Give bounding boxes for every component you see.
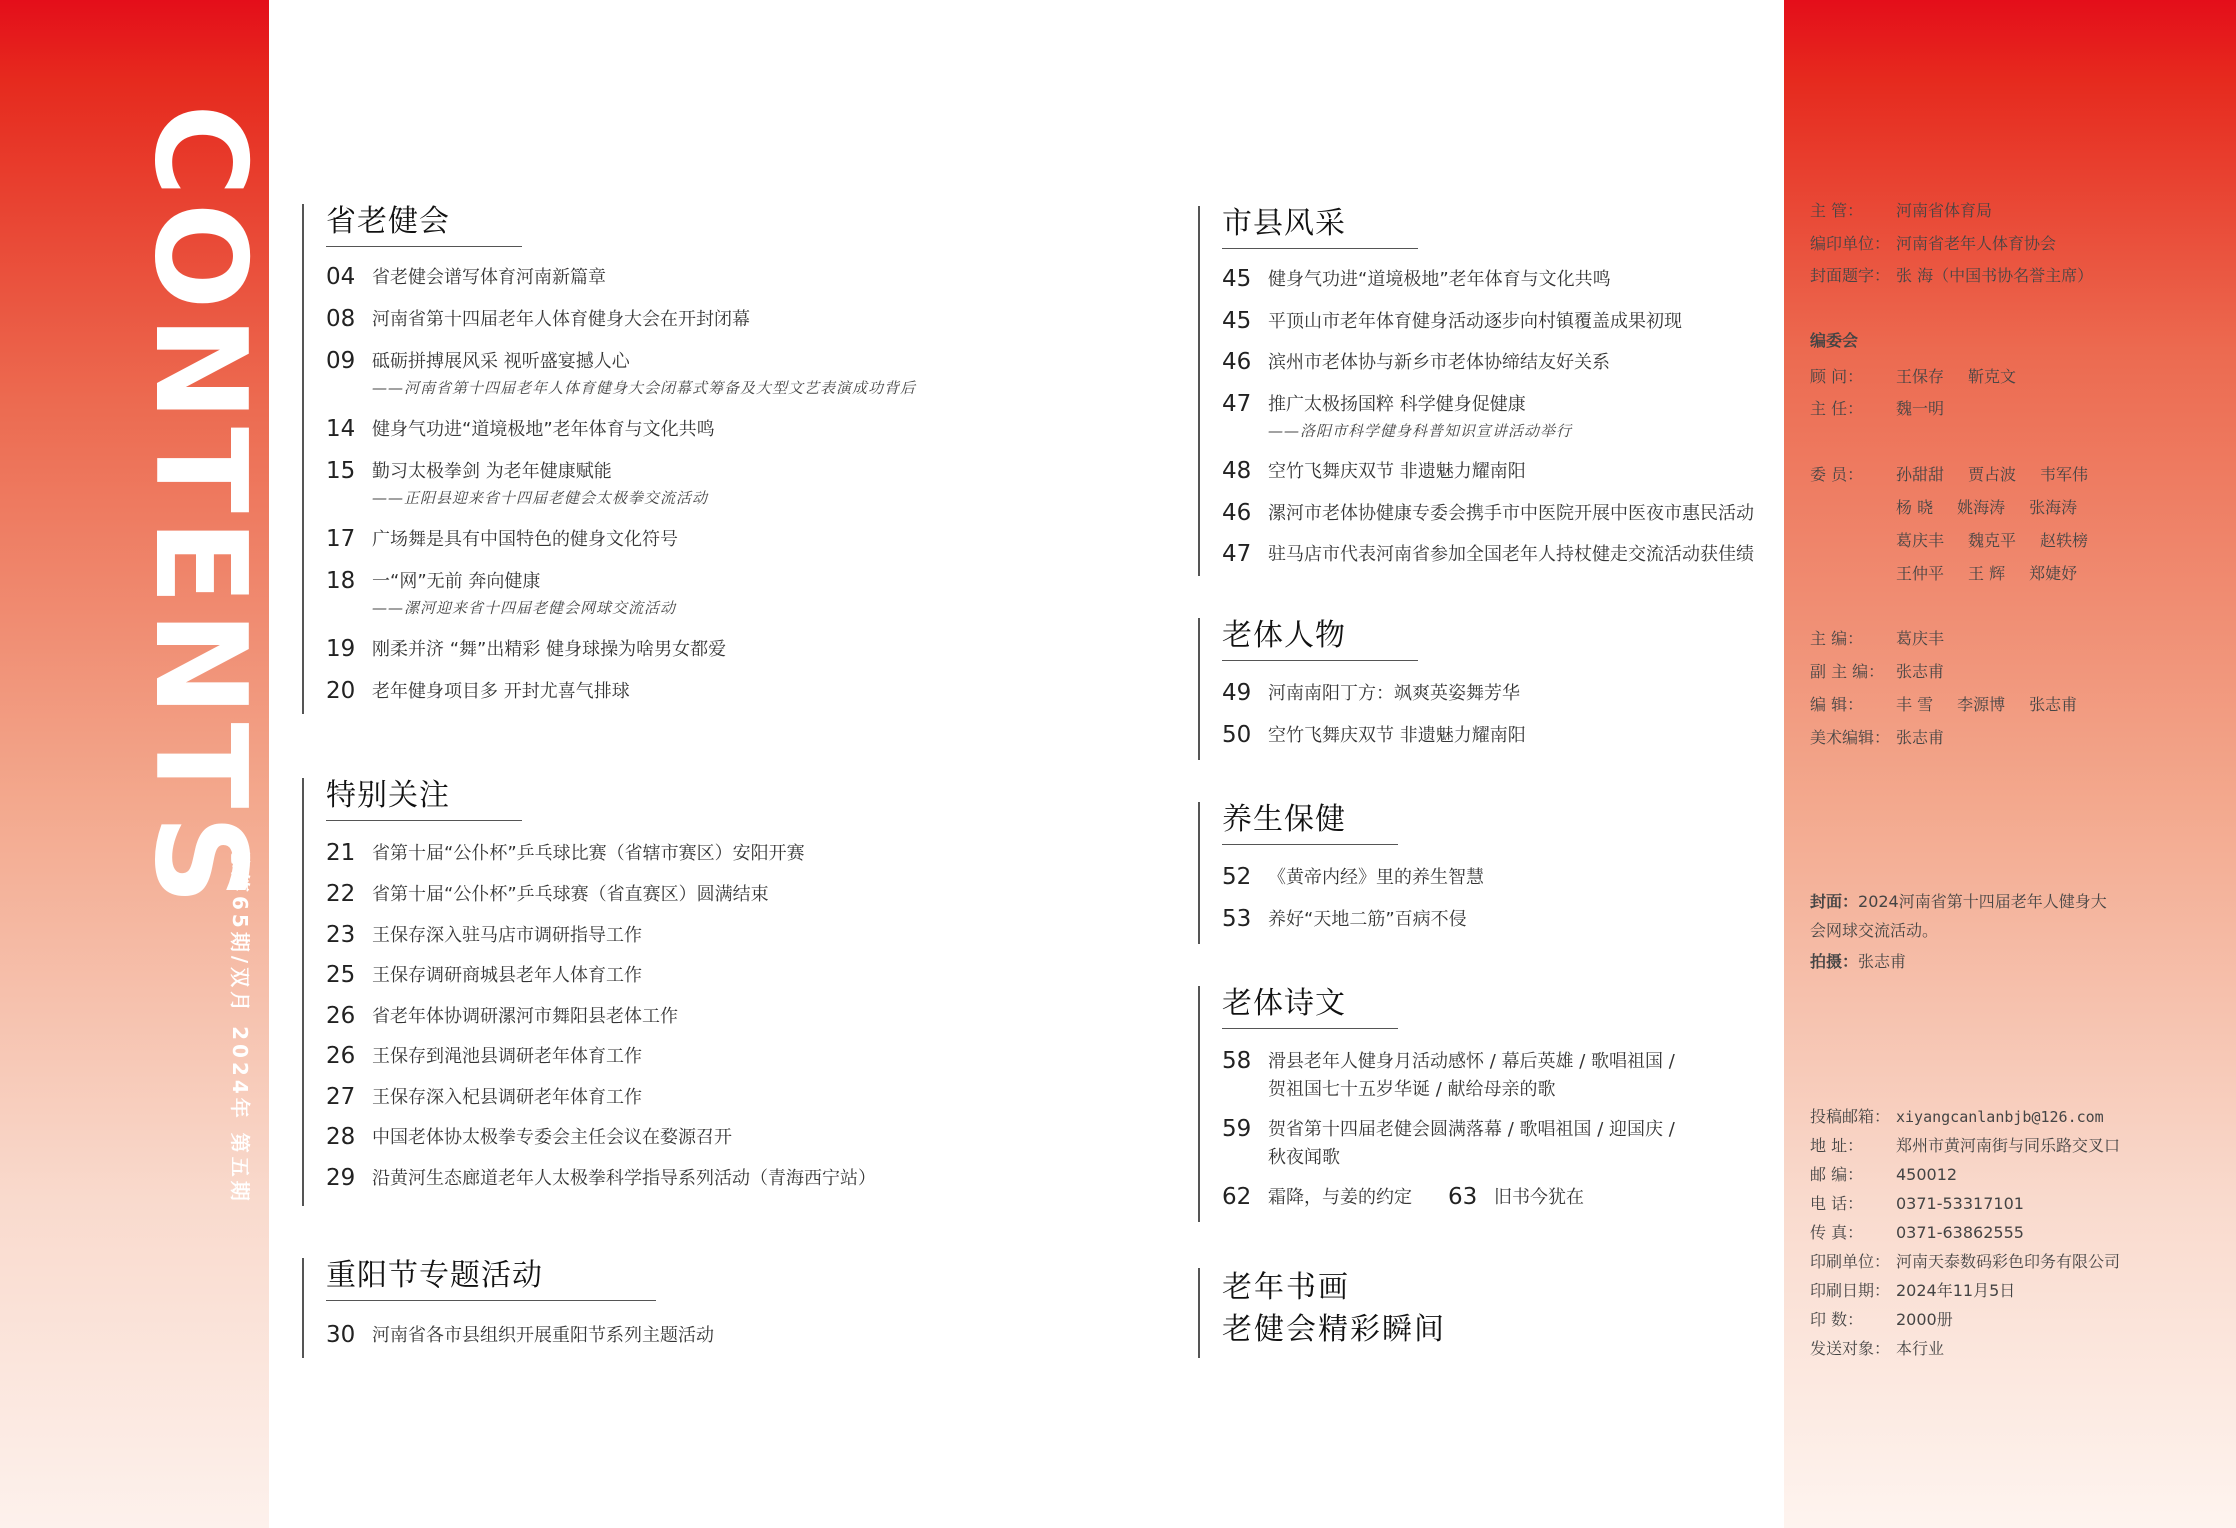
toc-item[interactable]: 62 霜降，与姜的约定 63 旧书今犹在	[1222, 1184, 1584, 1210]
toc-item[interactable]: 28 中国老体协太极拳专委会主任会议在婺源召开	[326, 1124, 732, 1150]
contents-vertical-title: CONTENTS	[127, 104, 274, 912]
colophon-fax: 传 真： 0371-63862555	[1810, 1223, 2024, 1242]
colophon-editors: 编 辑： 丰 雪 李源博 张志甫	[1810, 695, 2078, 714]
colophon-deputy-editor: 副 主 编： 张志甫	[1810, 662, 1945, 681]
toc-item[interactable]: 26 省老年体协调研漯河市舞阳县老体工作	[326, 1003, 678, 1029]
section-title: 特别关注	[326, 778, 450, 814]
colophon-advisor: 顾 问： 王保存 靳克文	[1810, 367, 2017, 386]
colophon-director: 主 任： 魏一明	[1810, 399, 1945, 418]
toc-item[interactable]: 17 广场舞是具有中国特色的健身文化符号	[326, 526, 678, 552]
section-sheng-lao-jian-hui	[302, 204, 1202, 714]
section-lao-ti-ren-wu	[1198, 618, 1778, 760]
section-bar	[1198, 802, 1200, 944]
section-title: 老体诗文	[1222, 986, 1346, 1022]
toc-item[interactable]: 19 刚柔并济 “舞”出精彩 健身球操为啥男女都爱	[326, 636, 727, 662]
colophon-print-run: 印 数： 2000册	[1810, 1310, 1953, 1329]
colophon-members: 葛庆丰 魏克平 赵轶榜	[1896, 531, 2089, 550]
toc-item[interactable]: 45 健身气功进“道境极地”老年体育与文化共鸣	[1222, 266, 1611, 292]
toc-item[interactable]: 15 勤习太极拳剑 为老年健康赋能 ——正阳县迎来省十四届老健会太极拳交流活动	[326, 458, 709, 507]
toc-item[interactable]: 58 滑县老年人健身月活动感怀 / 幕后英雄 / 歌唱祖国 / 贺祖国七十五岁华诞 / 献给母亲的歌	[1222, 1048, 1675, 1100]
toc-item[interactable]: 23 王保存深入驻马店市调研指导工作	[326, 922, 642, 948]
section-bar	[302, 778, 304, 1206]
toc-item[interactable]: 48 空竹飞舞庆双节 非遗魅力耀南阳	[1222, 458, 1526, 484]
toc-item[interactable]: 46 漯河市老体协健康专委会携手市中医院开展中医夜市惠民活动	[1222, 500, 1754, 526]
toc-item[interactable]: 08 河南省第十四届老年人体育健身大会在开封闭幕	[326, 306, 750, 332]
toc-item-text[interactable]: 旧书今犹在	[1494, 1187, 1584, 1208]
section-title: 养生保健	[1222, 802, 1346, 838]
colophon-supervisor: 主 管： 河南省体育局	[1810, 201, 1993, 220]
colophon-members: 王仲平 王 辉 郑婕妤	[1896, 564, 2078, 583]
toc-item[interactable]: 26 王保存到渑池县调研老年体育工作	[326, 1043, 642, 1069]
section-lao-nian-shu-hua	[1198, 1268, 1778, 1358]
colophon-members: 杨 晓 姚海涛 张海涛	[1896, 498, 2078, 517]
toc-item[interactable]: 47 驻马店市代表河南省参加全国老年人持杖健走交流活动获佳绩	[1222, 541, 1754, 567]
toc-item-subtitle: ——河南省第十四届老年人体育健身大会闭幕式筹备及大型文艺表演成功背后	[372, 379, 917, 397]
toc-item[interactable]: 04 省老健会谱写体育河南新篇章	[326, 264, 606, 290]
colophon-cover-title: 封面题字： 张 海（中国书协名誉主席）	[1810, 266, 2094, 285]
section-title: 老体人物	[1222, 618, 1346, 654]
toc-item[interactable]: 29 沿黄河生态廊道老年人太极拳科学指导系列活动（青海西宁站）	[326, 1165, 876, 1191]
section-bar	[1198, 618, 1200, 760]
toc-item-number: 63	[1448, 1184, 1478, 1210]
toc-item[interactable]: 20 老年健身项目多 开封尤喜气排球	[326, 678, 630, 704]
section-bar	[302, 204, 304, 714]
section-te-bie-guan-zhu	[302, 778, 1202, 1206]
toc-item[interactable]: 14 健身气功进“道境极地”老年体育与文化共鸣	[326, 416, 715, 442]
colophon-chief-editor: 主 编： 葛庆丰	[1810, 629, 1945, 648]
section-title: 省老健会	[326, 204, 450, 240]
colophon-photo: 拍摄：张志甫	[1810, 952, 1907, 971]
toc-item[interactable]: 18 一“网”无前 奔向健康 ——漯河迎来省十四届老健会网球交流活动	[326, 568, 677, 617]
colophon-printer: 印刷单位： 河南天泰数码彩色印务有限公司	[1810, 1252, 2121, 1271]
section-title[interactable]: 老年书画	[1222, 1270, 1350, 1305]
toc-item[interactable]: 30 河南省各市县组织开展重阳节系列主题活动	[326, 1322, 714, 1348]
toc-item[interactable]: 49 河南南阳丁方：飒爽英姿舞芳华	[1222, 680, 1520, 706]
section-shi-xian-feng-cai	[1198, 206, 1778, 576]
toc-item[interactable]: 21 省第十届“公仆杯”乒乓球比赛（省辖市赛区）安阳开赛	[326, 840, 805, 866]
colophon-email: 投稿邮箱： xiyangcanlanbjb@126.com	[1810, 1107, 2104, 1126]
section-bar	[302, 1258, 304, 1358]
section-bar	[1198, 1268, 1200, 1358]
toc-item[interactable]: 50 空竹飞舞庆双节 非遗魅力耀南阳	[1222, 722, 1526, 748]
section-title: 重阳节专题活动	[326, 1258, 543, 1294]
section-bar	[1198, 206, 1200, 576]
colophon-phone: 电 话： 0371-53317101	[1810, 1194, 2024, 1213]
toc-item[interactable]: 09 砥砺拼搏展风采 视听盛宴撼人心 ——河南省第十四届老年人体育健身大会闭幕式筹备及大型文艺表演成功背后	[326, 348, 917, 397]
colophon-cover-caption-2: 会网球交流活动。	[1810, 921, 1939, 940]
issue-number-vertical: 总第65期/双月 2024年 第五期	[228, 848, 252, 1205]
colophon-members: 委 员： 孙甜甜 贾占波 韦军伟	[1810, 465, 2089, 484]
colophon-address: 地 址： 郑州市黄河南街与同乐路交叉口	[1810, 1136, 2121, 1155]
toc-item-line2: 贺祖国七十五岁华诞 / 献给母亲的歌	[1268, 1079, 1556, 1100]
toc-item[interactable]: 59 贺省第十四届老健会圆满落幕 / 歌唱祖国 / 迎国庆 / 秋夜闻歌	[1222, 1116, 1675, 1168]
toc-item-subtitle: ——漯河迎来省十四届老健会网球交流活动	[372, 599, 677, 617]
toc-item[interactable]: 27 王保存深入杞县调研老年体育工作	[326, 1084, 642, 1110]
toc-item[interactable]: 22 省第十届“公仆杯”乒乓球赛（省直赛区）圆满结束	[326, 881, 769, 907]
colophon-committee: 编委会	[1810, 331, 1859, 350]
toc-item-line2: 秋夜闻歌	[1268, 1147, 1340, 1168]
section-chong-yang-jie	[302, 1258, 1202, 1358]
colophon-audience: 发送对象： 本行业	[1810, 1339, 1945, 1358]
section-title-2[interactable]: 老健会精彩瞬间	[1222, 1312, 1446, 1347]
colophon-art-editor: 美术编辑： 张志甫	[1810, 728, 1945, 747]
colophon-cover-caption: 封面：2024河南省第十四届老年人健身大	[1810, 892, 2107, 911]
section-title: 市县风采	[1222, 206, 1346, 242]
toc-item-subtitle: ——洛阳市科学健身科普知识宣讲活动举行	[1268, 422, 1573, 440]
colophon-publisher: 编印单位： 河南省老年人体育协会	[1810, 234, 2057, 253]
toc-item[interactable]: 45 平顶山市老年体育健身活动逐步向村镇覆盖成果初现	[1222, 308, 1682, 334]
section-lao-ti-shi-wen	[1198, 986, 1778, 1222]
toc-item-subtitle: ——正阳县迎来省十四届老健会太极拳交流活动	[372, 489, 709, 507]
section-bar	[1198, 986, 1200, 1222]
toc-item[interactable]: 53 养好“天地二筋”百病不侵	[1222, 906, 1467, 932]
colophon-print-date: 印刷日期： 2024年11月5日	[1810, 1281, 2016, 1300]
section-yang-sheng-bao-jian	[1198, 802, 1778, 944]
toc-item[interactable]: 52 《黄帝内经》里的养生智慧	[1222, 864, 1484, 890]
colophon-postcode: 邮 编： 450012	[1810, 1165, 1958, 1184]
toc-item[interactable]: 46 滨州市老体协与新乡市老体协缔结友好关系	[1222, 349, 1610, 375]
toc-item[interactable]: 25 王保存调研商城县老年人体育工作	[326, 962, 642, 988]
toc-item[interactable]: 47 推广太极扬国粹 科学健身促健康 ——洛阳市科学健身科普知识宣讲活动举行	[1222, 391, 1573, 440]
